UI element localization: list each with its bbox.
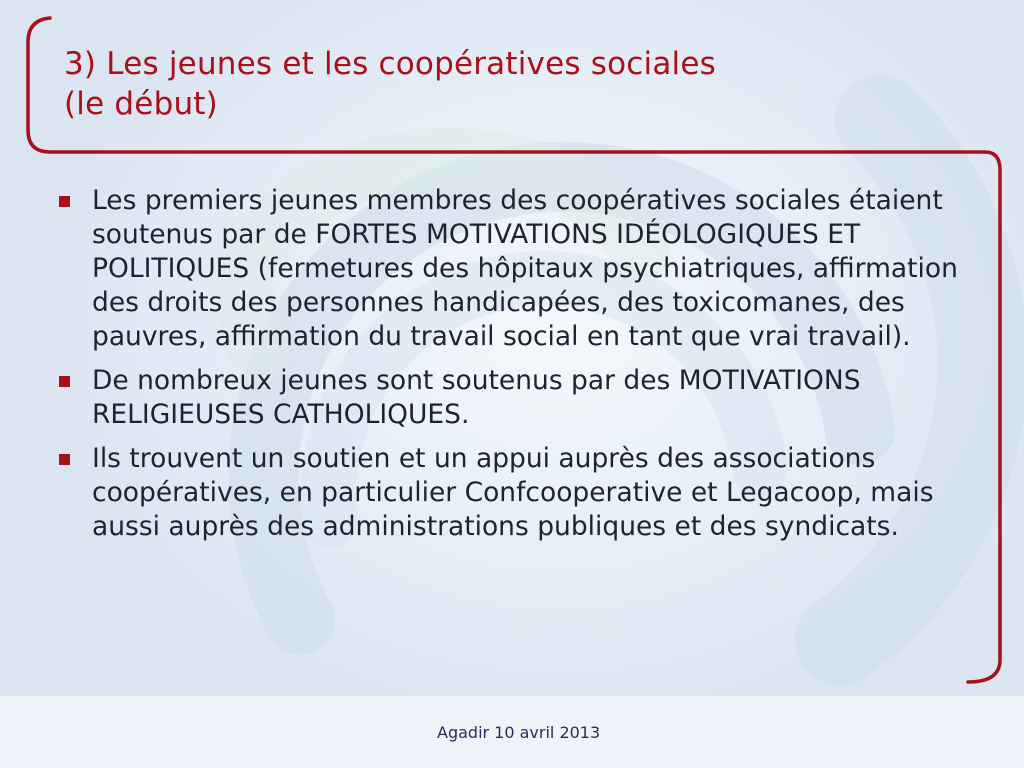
bullet-text: De nombreux jeunes sont soutenus par des MOTIVATIONS RELIGIEUSES CATHOLIQUES. bbox=[92, 365, 861, 430]
bullet-square-icon bbox=[59, 376, 70, 387]
slide-title-line-2: (le début) bbox=[64, 86, 218, 122]
bullet-item bbox=[56, 184, 976, 354]
slide-title-line-1: 3) Les jeunes et les coopératives sociales bbox=[64, 46, 716, 82]
bullet-text: Ils trouvent un soutien et un appui auprès des associations coopératives, en particulier Confcooperative et Legacoop, mais aussi auprès des administrations publiques et des syndicats. bbox=[92, 443, 934, 542]
bullet-list bbox=[56, 184, 976, 554]
slide-title bbox=[64, 44, 964, 124]
bullet-text: Les premiers jeunes membres des coopératives sociales étaient soutenus par de FORTES MOTIVATIONS IDÉOLOGIQUES ET POLITIQUES (fermetures des hôpitaux psychiatriques, affirmation des droits des personnes handicapées, des toxicomanes, des pauvres, affirmation du travail social en tant que vrai travail). bbox=[92, 185, 958, 352]
footer-date: Agadir 10 avril 2013 bbox=[437, 723, 601, 742]
bullet-square-icon bbox=[59, 196, 70, 207]
bullet-item bbox=[56, 442, 976, 544]
bullet-item bbox=[56, 364, 976, 432]
bullet-square-icon bbox=[59, 454, 70, 465]
